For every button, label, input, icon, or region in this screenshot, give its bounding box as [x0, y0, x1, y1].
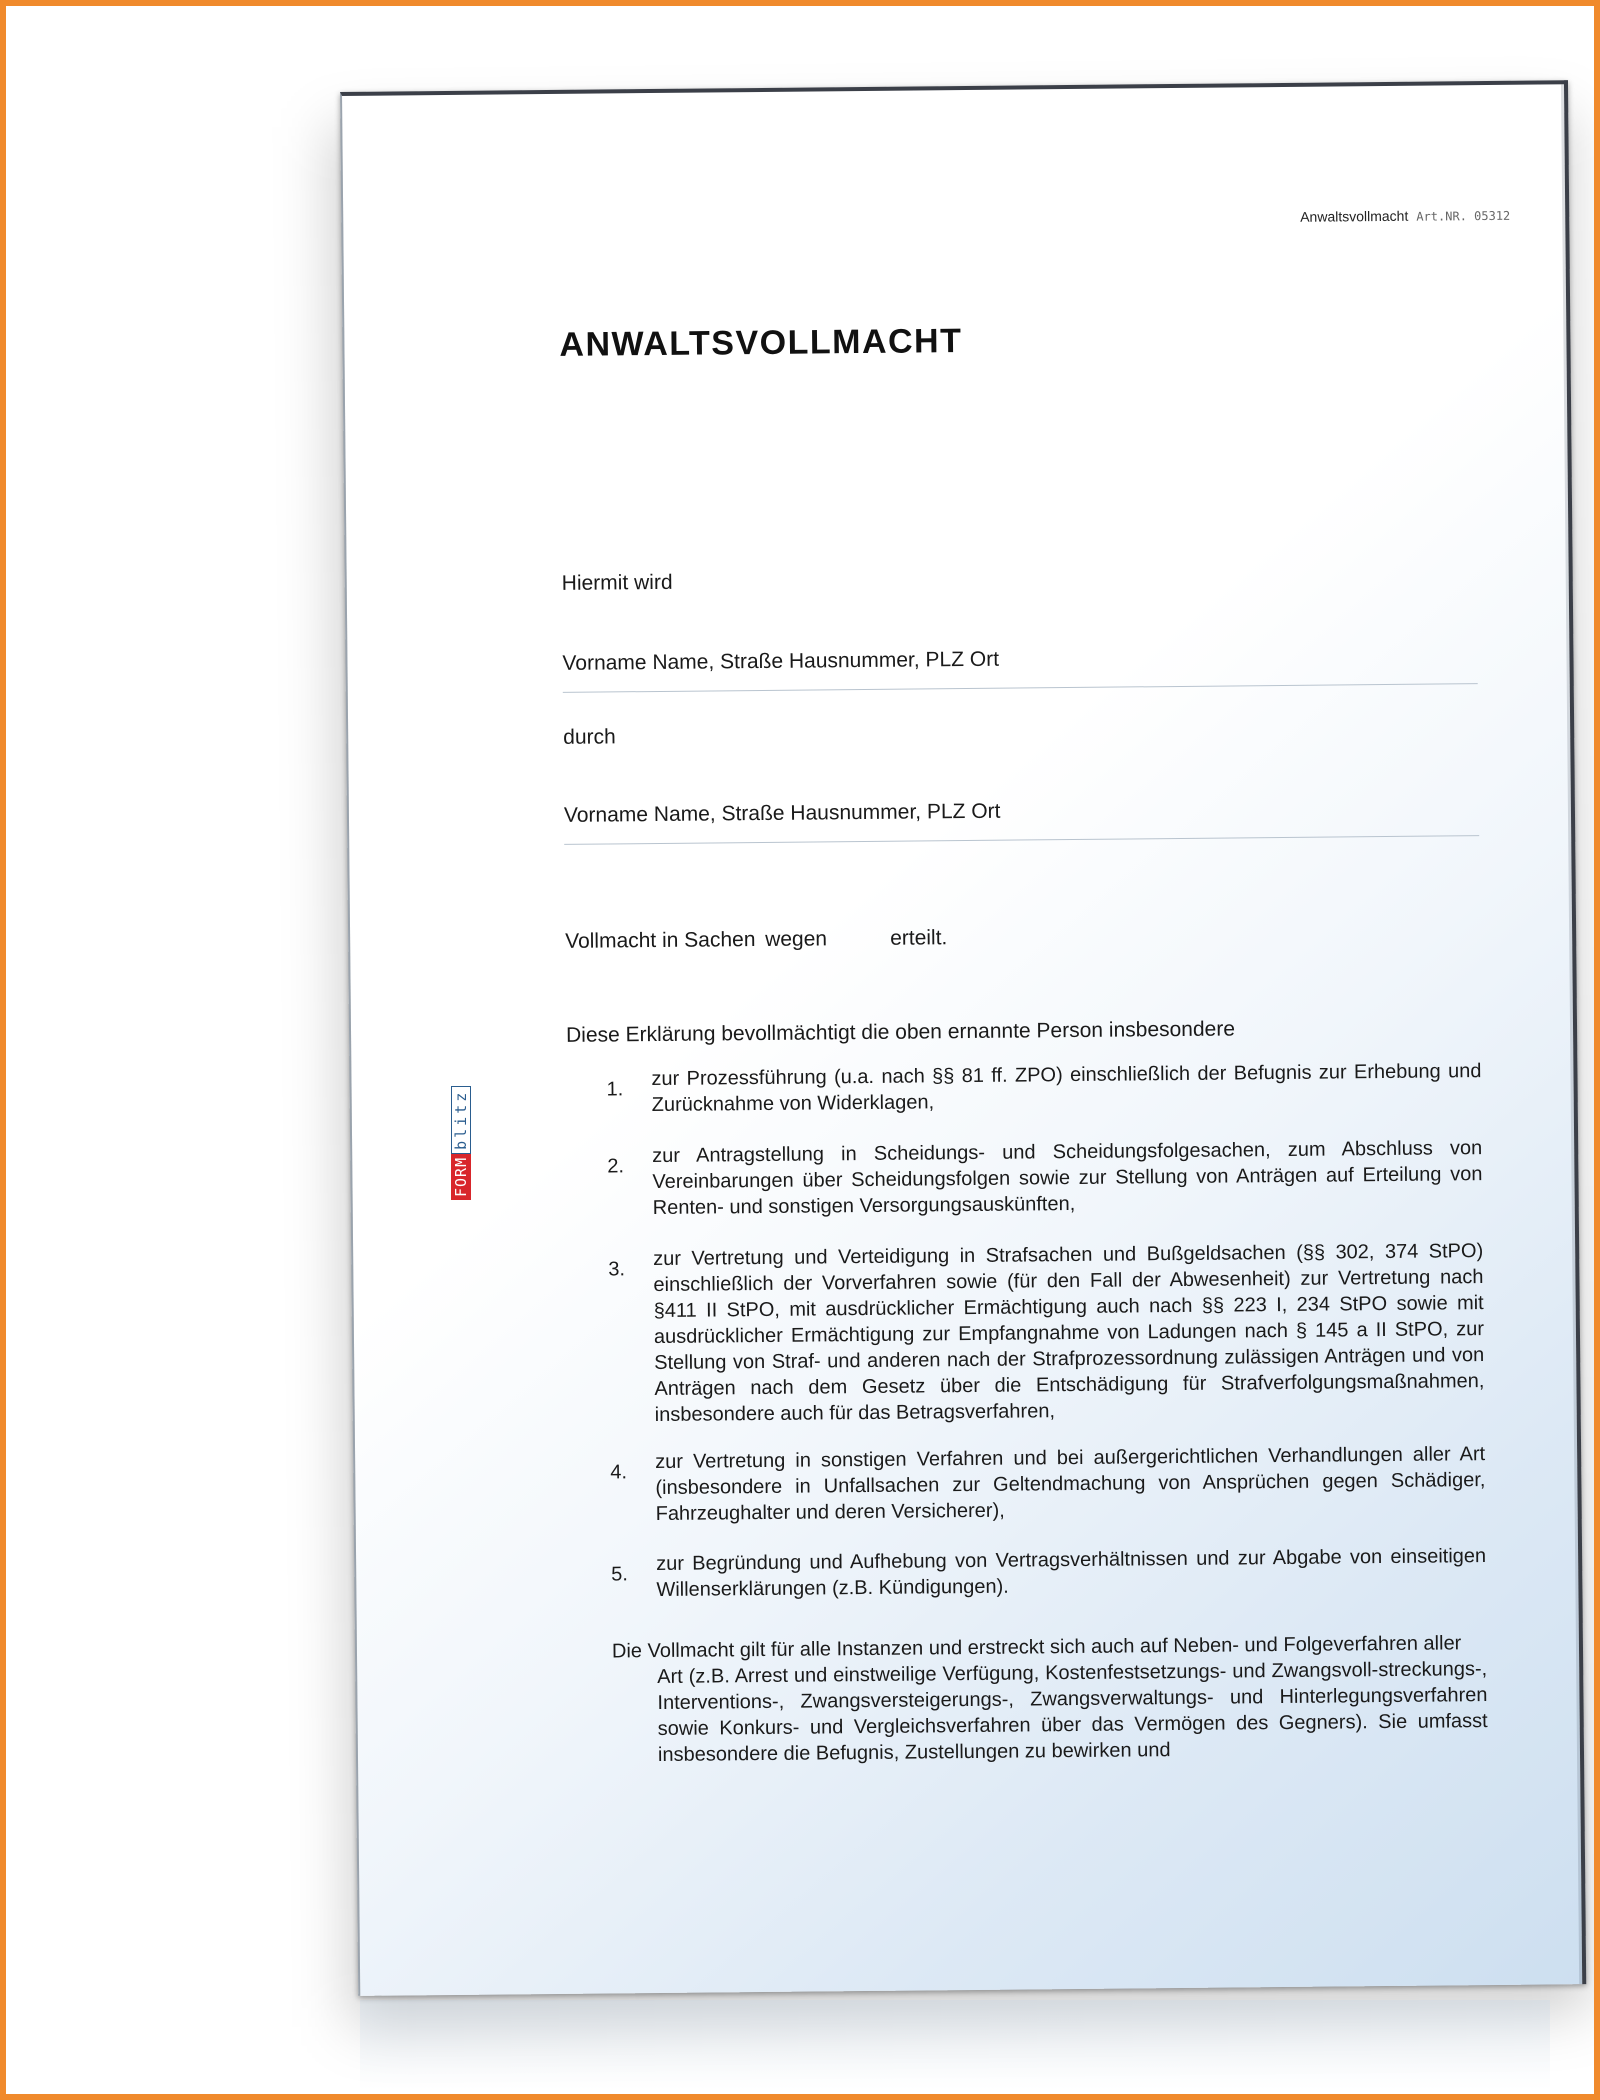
logo-blitz-part: blitz — [451, 1086, 471, 1154]
final-paragraph-first-line: Die Vollmacht gilt für alle Instanzen und erstreckt sich auch auf Neben- und Folgeverfahren aller — [611, 1632, 1462, 1663]
lead-text: Diese Erklärung bevollmächtigt die oben ernannte Person insbesondere — [565, 1017, 1236, 1047]
list-item: zur Vertretung in sonstigen Verfahren und bei außergerichtlichen Verhandlungen aller Art (insbesondere in Unfallsachen zur Geltendmachung von Ansprüchen gegen Schädiger, Fahrzeughalter und deren Versicherer), — [655, 1443, 1486, 1526]
item-number: 2. — [607, 1155, 625, 1178]
list-item: zur Vertretung und Verteidigung in Strafsachen und Bußgeldsachen (§§ 302, 374 StPO) einschließlich der Vorverfahren sowie (für den Fall der Abwesenheit) zur Vertretung nach §411 II StPO, mit ausdrücklicher Ermächtigung auch nach §§ 223 I, 234 StPO sowie mit ausdrücklicher Ermächtigung zur Empfangnahme von Ladungen nach § 145 a II StPO, zur Stellung von Straf- und anderen nach der Strafprozessordnung zulässigen Anträgen und von Anträgen nach dem Gesetz über die Entschädigung für Strafverfolgungsmaßnahmen, insbesondere auch für das Betragsverfahren, — [653, 1240, 1485, 1427]
list-item: zur Antragstellung in Scheidungs- und Scheidungsfolgesachen, zum Abschluss von Vereinbarungen über Scheidungsfolgen sowie zur Stellung von Anträgen auf Erteilung von Renten- und sonstigen Versorgungsauskünften, — [652, 1137, 1483, 1220]
article-number — [1300, 207, 1510, 225]
party1-line — [563, 683, 1478, 693]
list-item: zur Begründung und Aufhebung von Vertragsverhältnissen und zur Abgabe von einseitigen Willenserklärungen (z.B. Kündigungen). — [656, 1545, 1487, 1602]
party1-text: Vorname Name, Straße Hausnummer, PLZ Ort — [562, 647, 1000, 675]
party2-line — [564, 835, 1479, 845]
logo-form-part: FORM — [451, 1154, 471, 1200]
durch-text: durch — [563, 725, 616, 749]
item-number: 3. — [608, 1258, 626, 1281]
item-number: 1. — [606, 1078, 624, 1101]
article-code: Art.NR. 05312 — [1416, 208, 1511, 224]
item-number: 5. — [611, 1563, 629, 1586]
wegen-text: wegen — [765, 927, 828, 951]
party2-text: Vorname Name, Straße Hausnummer, PLZ Ort — [563, 799, 1001, 827]
item-number: 4. — [610, 1461, 628, 1484]
document-page — [340, 80, 1586, 1996]
erteilt-text: erteilt. — [890, 926, 948, 950]
intro-text: Hiermit wird — [561, 570, 673, 595]
formblitz-logo — [451, 1086, 471, 1200]
article-label: Anwaltsvollmacht — [1300, 207, 1409, 225]
list-item: zur Prozessführung (u.a. nach §§ 81 ff. ZPO) einschließlich der Befugnis zur Erhebung und Zurücknahme von Widerklagen, — [651, 1060, 1482, 1117]
final-paragraph: Art (z.B. Arrest und einstweilige Verfügung, Kostenfestsetzungs- und Zwangsvoll-streckungs-, Interventions-, Zwangsversteigerungs-, Zwangsverwaltungs- und Hinterlegungsverfahren sowie Konkurs- und Vergleichsverfahren über das Vermögen des Gegners). Sie umfasst insbesondere die Befugnis, Zustellungen zu bewirken und — [657, 1658, 1488, 1767]
vollmacht-in-sachen-text: Vollmacht in Sachen — [565, 928, 756, 953]
document-title: ANWALTSVOLLMACHT — [559, 322, 963, 364]
page-reflection — [360, 2000, 1550, 2090]
